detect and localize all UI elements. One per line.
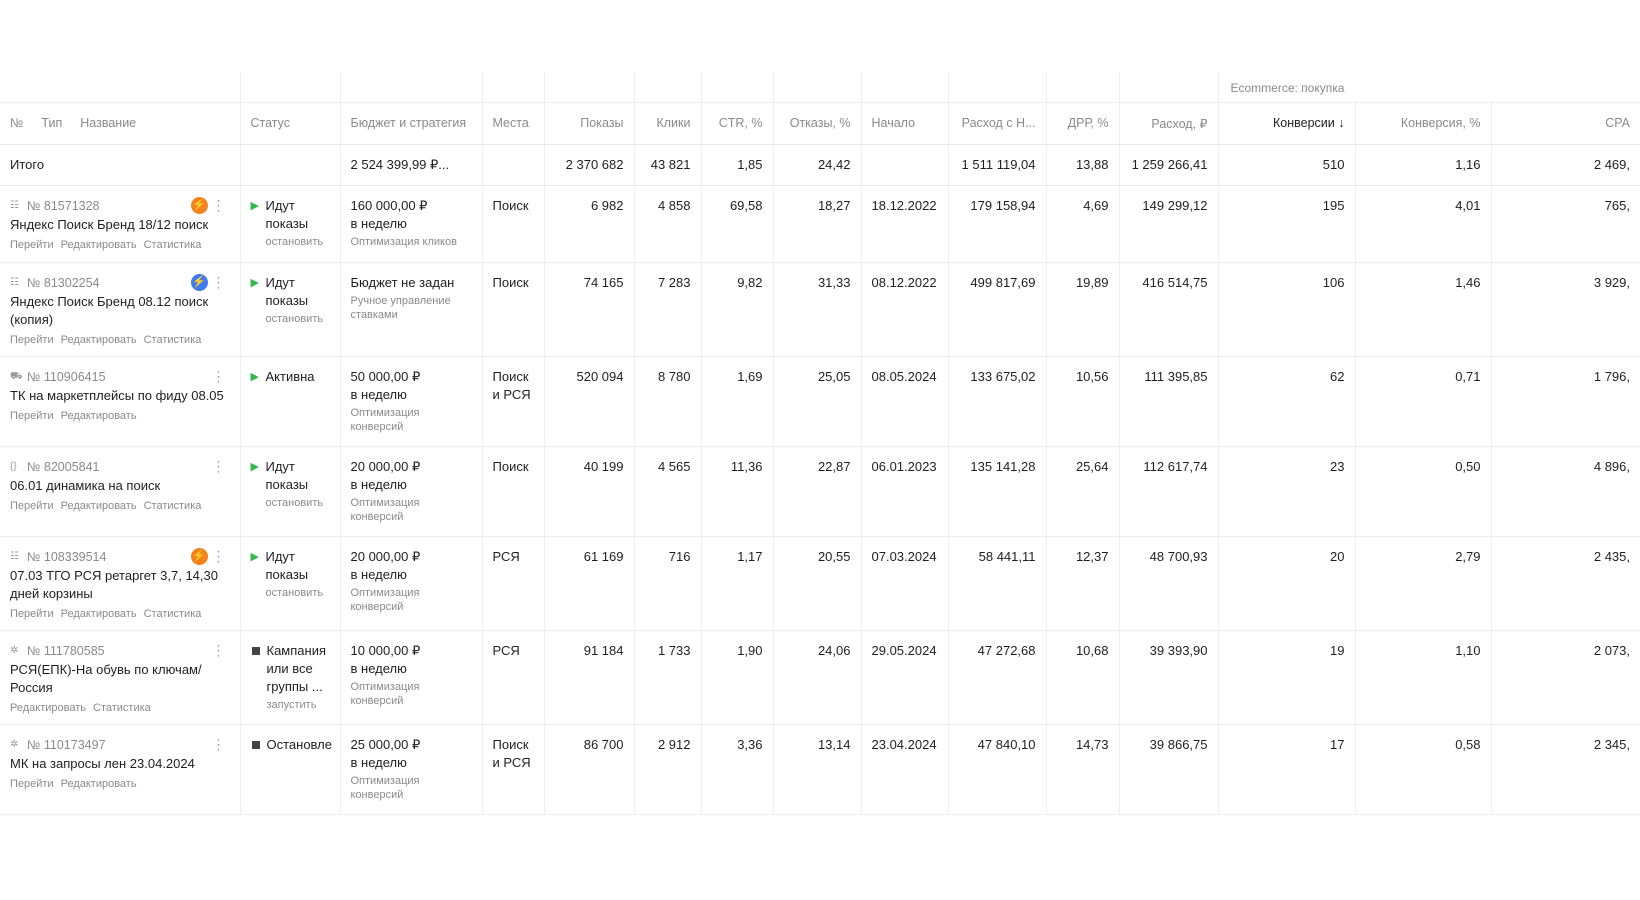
campaign-link[interactable]: Статистика [143,607,202,620]
bounces-cell: 22,87 [773,446,861,536]
header-num[interactable]: № [10,116,24,130]
campaign-links [10,497,230,515]
places-cell: Поиск [482,446,544,536]
header-conv-rate[interactable]: Конверсия, % [1355,102,1491,144]
drr-cell: 4,69 [1046,185,1119,262]
status-text: Активна [265,368,315,384]
campaign-links [10,605,230,623]
shows-cell: 40 199 [544,446,634,536]
bounces-cell: 31,33 [773,262,861,356]
status-action-link[interactable]: остановить [265,586,324,599]
conversions-cell: 62 [1218,356,1355,446]
conv-rate-cell: 4,01 [1355,185,1491,262]
shows-cell: 74 165 [544,262,634,356]
campaign-links [10,699,230,717]
kebab-menu-icon[interactable]: ⋮ [211,641,226,658]
places-cell: РСЯ [482,536,544,630]
bounces-cell: 25,05 [773,356,861,446]
spend-cell: 149 299,12 [1119,185,1218,262]
autotargeting-bolt-icon[interactable]: ⚡ [191,197,208,214]
clicks-cell: 4 858 [634,185,701,262]
status-action-link[interactable]: остановить [265,235,324,248]
spend-cell: 111 395,85 [1119,356,1218,446]
header-cpa[interactable]: CPA [1491,102,1640,144]
shows-cell: 91 184 [544,630,634,724]
places-cell: Поиск и РСЯ [482,724,544,814]
campaign-name[interactable]: МК на запросы лен 23.04.2024 [10,755,195,771]
campaign-link[interactable]: Перейти [10,777,54,790]
clicks-cell: 7 283 [634,262,701,356]
budget-cell [340,356,482,446]
campaign-name[interactable]: Яндекс Поиск Бренд 18/12 поиск [10,216,209,232]
start-date-cell: 06.01.2023 [861,446,948,536]
cpa-cell: 2 345, [1491,724,1640,814]
campaign-link[interactable]: Статистика [143,499,202,512]
header-budget[interactable]: Бюджет и стратегия [340,102,482,144]
budget-cell [340,630,482,724]
ctr-cell: 1,90 [701,630,773,724]
autotargeting-bolt-icon[interactable]: ⚡ [191,274,208,291]
budget-period: в неделю [350,386,407,402]
campaign-link[interactable]: Редактировать [60,409,137,422]
drr-cell: 10,68 [1046,630,1119,724]
campaign-link[interactable]: Статистика [93,701,151,714]
shows-cell: 520 094 [544,356,634,446]
cpa-cell: 2 073, [1491,630,1640,724]
drr-cell: 19,89 [1046,262,1119,356]
campaign-cell [0,536,240,630]
ctr-cell: 9,82 [701,262,773,356]
campaign-cell [0,724,240,814]
totals-cpa: 2 469, [1491,144,1640,185]
list-icon: ☷ [10,276,19,288]
status-cell [240,356,340,446]
places-cell: РСЯ [482,630,544,724]
stop-icon [252,647,260,655]
campaign-link[interactable]: Перейти [10,607,54,620]
budget-value[interactable]: Бюджет не задан [350,274,455,290]
header-bounces[interactable]: Отказы, % [773,102,861,144]
cpa-cell: 765, [1491,185,1640,262]
campaign-name[interactable]: РСЯ(ЕПК)-На обувь по ключам/Россия [10,661,202,695]
cpa-cell: 1 796, [1491,356,1640,446]
status-cell [240,630,340,724]
clicks-cell: 8 780 [634,356,701,446]
totals-row [0,144,1640,185]
strategy-name: Оптимизация конверсий [350,774,420,801]
campaigns-table-wrap [0,72,1631,815]
header-conversions[interactable]: Конверсии ↓ [1218,102,1355,144]
strategy-name: Ручное управление ставками [350,294,451,321]
totals-shows: 2 370 682 [544,144,634,185]
conversions-cell: 23 [1218,446,1355,536]
budget-value[interactable]: 20 000,00 ₽ [350,458,421,474]
drr-cell: 25,64 [1046,446,1119,536]
bounces-cell: 18,27 [773,185,861,262]
status-text: Идут показы [265,548,309,582]
places-cell: Поиск и РСЯ [482,356,544,446]
budget-value[interactable]: 20 000,00 ₽ [350,548,421,564]
totals-clicks: 43 821 [634,144,701,185]
ctr-cell: 1,17 [701,536,773,630]
spend-vat-cell: 135 141,28 [948,446,1046,536]
budget-value[interactable]: 25 000,00 ₽ [350,736,421,752]
campaign-name[interactable]: 06.01 динамика на поиск [10,477,161,493]
strategy-name: Оптимизация кликов [350,235,457,248]
campaign-id[interactable]: № 110906415 [27,369,106,384]
budget-cell [340,724,482,814]
spend-cell: 39 866,75 [1119,724,1218,814]
cart-icon: ⛟ [10,370,23,382]
kebab-menu-icon[interactable]: ⋮ [211,367,226,384]
budget-cell [340,446,482,536]
bounces-cell: 20,55 [773,536,861,630]
ctr-cell: 1,69 [701,356,773,446]
status-cell [240,446,340,536]
status-text: Кампания или все группы ... [266,642,326,694]
campaign-name[interactable]: Яндекс Поиск Бренд 08.12 поиск (копия) [10,293,209,327]
play-icon: ▶ [250,199,259,212]
campaign-row [0,185,1640,262]
campaign-row [0,630,1640,724]
campaign-link[interactable]: Статистика [143,333,202,346]
start-date-cell: 07.03.2024 [861,536,948,630]
campaign-link[interactable]: Редактировать [10,701,86,714]
conv-rate-cell: 2,79 [1355,536,1491,630]
bounces-cell: 13,14 [773,724,861,814]
totals-conversions: 510 [1218,144,1355,185]
campaign-name[interactable]: 07.03 ТГО РСЯ ретаргет 3,7, 14,30 дней корзины [10,567,218,601]
drr-cell: 10,56 [1046,356,1119,446]
header-shows[interactable]: Показы [544,102,634,144]
start-date-cell: 18.12.2022 [861,185,948,262]
play-icon: ▶ [250,460,259,473]
campaign-link[interactable]: Редактировать [60,499,137,512]
header-spend[interactable]: Расход, ₽ [1119,102,1218,144]
header-spend-vat[interactable]: Расход с Н... [948,102,1046,144]
conversions-cell: 17 [1218,724,1355,814]
campaign-link[interactable]: Перейти [10,333,54,346]
totals-label: Итого [0,144,240,185]
campaign-id[interactable]: № 81571328 [27,198,100,213]
clicks-cell: 4 565 [634,446,701,536]
campaign-links [10,236,230,254]
shows-cell: 86 700 [544,724,634,814]
conv-rate-cell: 1,10 [1355,630,1491,724]
totals-spend: 1 259 266,41 [1119,144,1218,185]
campaign-link[interactable]: Перейти [10,238,54,251]
campaign-name[interactable]: ТК на маркетплейсы по фиду 08.05 [10,387,224,403]
budget-period: в неделю [350,754,407,770]
campaign-row [0,724,1640,814]
start-date-cell: 29.05.2024 [861,630,948,724]
budget-cell [340,262,482,356]
campaigns-table [0,72,1640,815]
braces-icon: {} [10,460,17,472]
campaign-link[interactable]: Статистика [143,238,202,251]
cpa-cell: 2 435, [1491,536,1640,630]
campaign-id[interactable]: № 110173497 [27,737,106,752]
drr-cell: 12,37 [1046,536,1119,630]
cpa-cell: 3 929, [1491,262,1640,356]
budget-cell [340,185,482,262]
status-cell [240,185,340,262]
budget-period: в неделю [350,476,407,492]
sparkle-icon: ✲ [10,644,19,656]
header-name[interactable]: Название [80,116,137,130]
sparkle-icon: ✲ [10,738,19,750]
status-text: Идут показы [265,274,309,308]
group-header-row [0,72,1640,102]
header-places[interactable]: Места [482,102,544,144]
campaign-row [0,262,1640,356]
header-type[interactable]: Тип [41,116,63,130]
totals-spend-vat: 1 511 119,04 [948,144,1046,185]
ctr-cell: 3,36 [701,724,773,814]
budget-period: в неделю [350,215,407,231]
campaign-id[interactable]: № 81302254 [27,275,100,290]
conv-rate-cell: 0,71 [1355,356,1491,446]
budget-value[interactable]: 10 000,00 ₽ [350,642,421,658]
campaign-cell [0,356,240,446]
campaign-link[interactable]: Редактировать [60,777,137,790]
ctr-cell: 11,36 [701,446,773,536]
campaign-link[interactable]: Перейти [10,499,54,512]
status-text: Идут показы [265,458,309,492]
clicks-cell: 1 733 [634,630,701,724]
spend-vat-cell: 47 272,68 [948,630,1046,724]
campaign-links [10,407,230,425]
spend-cell: 48 700,93 [1119,536,1218,630]
ctr-cell: 69,58 [701,185,773,262]
conv-rate-cell: 0,58 [1355,724,1491,814]
status-action-link[interactable]: остановить [265,496,324,509]
campaign-id[interactable]: № 111780585 [27,643,105,658]
list-icon: ☷ [10,550,19,562]
campaign-row [0,356,1640,446]
header-start[interactable]: Начало [861,102,948,144]
campaign-link[interactable]: Редактировать [60,333,137,346]
cpa-cell: 4 896, [1491,446,1640,536]
places-cell: Поиск [482,262,544,356]
column-header-row [0,102,1640,144]
status-text: Идут показы [265,197,309,231]
totals-bounces: 24,42 [773,144,861,185]
list-icon: ☷ [10,199,19,211]
kebab-menu-icon[interactable]: ⋮ [211,547,226,564]
header-drr[interactable]: ДРР, % [1046,102,1119,144]
strategy-name: Оптимизация конверсий [350,680,420,707]
drr-cell: 14,73 [1046,724,1119,814]
campaign-id[interactable]: № 82005841 [27,459,100,474]
strategy-name: Оптимизация конверсий [350,406,420,433]
spend-vat-cell: 179 158,94 [948,185,1046,262]
status-action-link[interactable]: остановить [265,312,324,325]
campaign-link[interactable]: Редактировать [60,607,137,620]
places-cell: Поиск [482,185,544,262]
conversions-cell: 195 [1218,185,1355,262]
start-date-cell: 23.04.2024 [861,724,948,814]
play-icon: ▶ [250,550,259,563]
conversions-cell: 20 [1218,536,1355,630]
kebab-menu-icon[interactable]: ⋮ [211,457,226,474]
stop-icon [252,741,260,749]
campaign-id[interactable]: № 108339514 [27,549,107,564]
budget-period: в неделю [350,660,407,676]
campaign-cell [0,446,240,536]
campaign-link[interactable]: Перейти [10,409,54,422]
status-cell [240,536,340,630]
shows-cell: 6 982 [544,185,634,262]
budget-value[interactable]: 50 000,00 ₽ [350,368,421,384]
campaign-links [10,775,230,793]
campaign-row [0,536,1640,630]
totals-ctr: 1,85 [701,144,773,185]
clicks-cell: 2 912 [634,724,701,814]
conversions-cell: 106 [1218,262,1355,356]
campaign-links [10,331,230,349]
ecommerce-goal-header: Ecommerce: покупка [1218,72,1640,102]
conv-rate-cell: 0,50 [1355,446,1491,536]
status-cell [240,262,340,356]
clicks-cell: 716 [634,536,701,630]
conv-rate-cell: 1,46 [1355,262,1491,356]
totals-budget: 2 524 399,99 ₽... [340,144,482,185]
spend-vat-cell: 133 675,02 [948,356,1046,446]
budget-period: в неделю [350,566,407,582]
spend-vat-cell: 499 817,69 [948,262,1046,356]
header-num-type-name [0,102,240,144]
spend-vat-cell: 58 441,11 [948,536,1046,630]
play-icon: ▶ [250,276,259,289]
status-action-link[interactable]: запустить [266,698,317,711]
autotargeting-bolt-icon[interactable]: ⚡ [191,548,208,565]
header-ctr[interactable]: CTR, % [701,102,773,144]
start-date-cell: 08.05.2024 [861,356,948,446]
campaign-cell [0,185,240,262]
status-cell [240,724,340,814]
kebab-menu-icon[interactable]: ⋮ [211,273,226,290]
header-status[interactable]: Статус [240,102,340,144]
spend-vat-cell: 47 840,10 [948,724,1046,814]
strategy-name: Оптимизация конверсий [350,586,420,613]
spend-cell: 416 514,75 [1119,262,1218,356]
budget-value[interactable]: 160 000,00 ₽ [350,197,428,213]
kebab-menu-icon[interactable]: ⋮ [211,735,226,752]
totals-conv-rate: 1,16 [1355,144,1491,185]
budget-cell [340,536,482,630]
play-icon: ▶ [250,370,259,383]
header-clicks[interactable]: Клики [634,102,701,144]
campaign-cell [0,630,240,724]
status-text: Остановле [266,736,332,752]
strategy-name: Оптимизация конверсий [350,496,420,523]
conversions-cell: 19 [1218,630,1355,724]
start-date-cell: 08.12.2022 [861,262,948,356]
totals-drr: 13,88 [1046,144,1119,185]
shows-cell: 61 169 [544,536,634,630]
campaign-cell [0,262,240,356]
campaign-row [0,446,1640,536]
spend-cell: 39 393,90 [1119,630,1218,724]
kebab-menu-icon[interactable]: ⋮ [211,196,226,213]
bounces-cell: 24,06 [773,630,861,724]
campaign-link[interactable]: Редактировать [60,238,137,251]
spend-cell: 112 617,74 [1119,446,1218,536]
